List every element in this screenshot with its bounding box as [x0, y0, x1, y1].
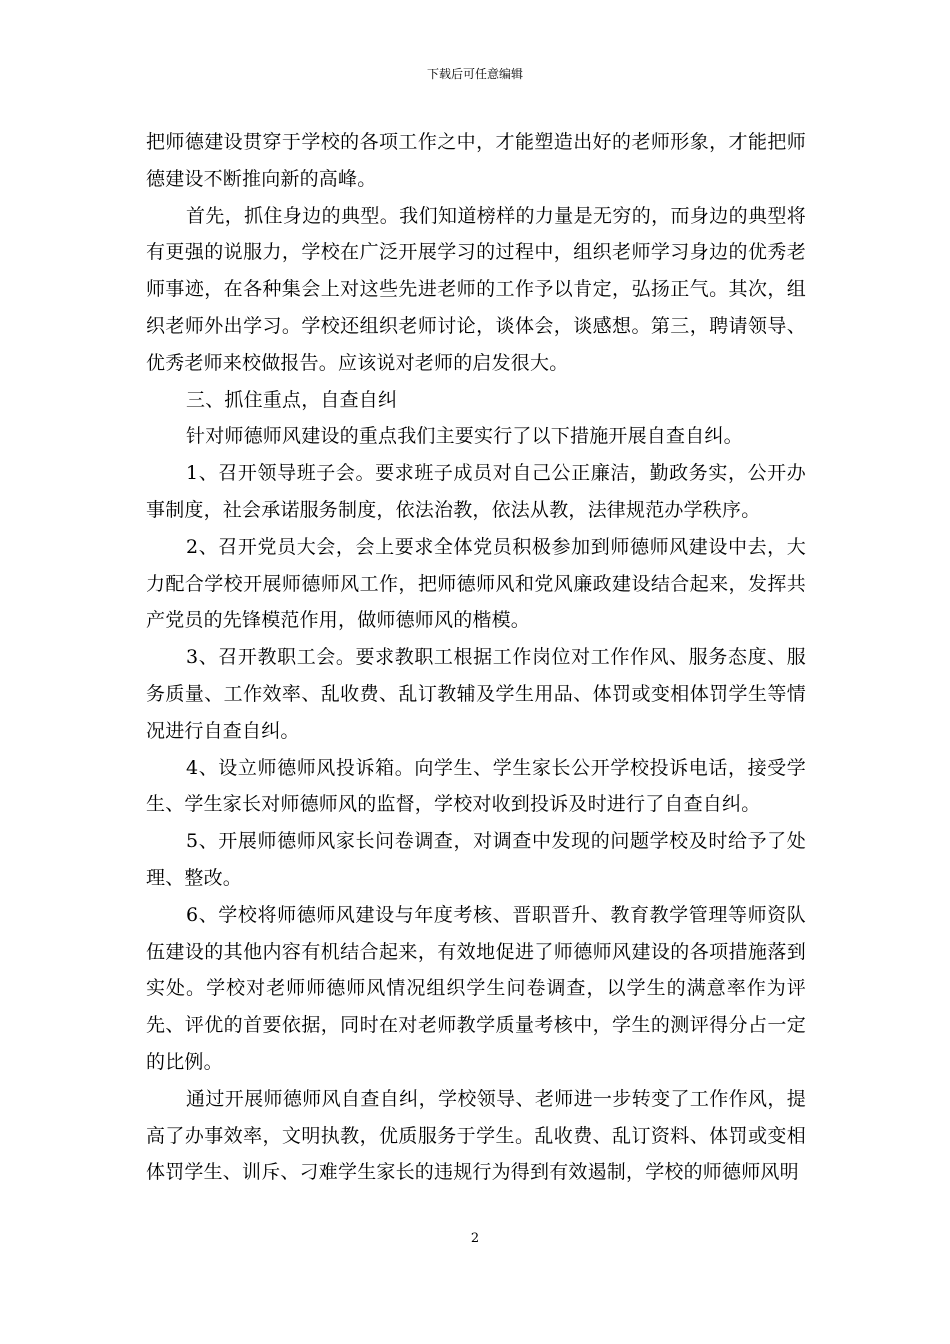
- page-number: 2: [470, 1231, 480, 1246]
- list-item-1: 1、召开领导班子会。要求班子成员对自己公正廉洁，勤政务实，公开办事制度，社会承诺服务制度，依法治教，依法从教，法律规范办学秩序。: [146, 462, 806, 521]
- list-item-2: 2、召开党员大会，会上要求全体党员积极参加到师德师风建设中去，大力配合学校开展师德师风工作，把师德师风和党风廉政建设结合起来，发挥共产党员的先锋模范作用，做师德师风的楷模。: [146, 535, 806, 632]
- list-item-4: 4、设立师德师风投诉箱。向学生、学生家长公开学校投诉电话，接受学生、学生家长对师德师风的监督，学校对收到投诉及时进行了自查自纠。: [146, 756, 806, 816]
- page-header-note: 下载后可任意编辑: [426, 67, 523, 81]
- list-item-6: 6、学校将师德师风建设与年度考核、晋职晋升、教育教学管理等师资队伍建设的其他内容有机结合起来，有效地促进了师德师风建设的各项措施落到实处。学校对老师师德师风情况组织学生问卷调查，以学生的满意率作为评先、评优的首要依据，同时在对老师教学质量考核中，学生的测评得分占一定的比例。: [146, 903, 806, 1073]
- paragraph-2: 首先，抓住身边的典型。我们知道榜样的力量是无穷的，而身边的典型将有更强的说服力，学校在广泛开展学习的过程中，组织老师学习身边的优秀老师事迹，在各种集会上对这些先进老师的工作予以肯定，弘扬正气。其次，组织老师外出学习。学校还组织老师讨论，谈体会，谈感想。第三，聘请领导、优秀老师来校做报告。应该说对老师的启发很大。: [146, 204, 806, 374]
- list-item-3: 3、召开教职工会。要求教职工根据工作岗位对工作作风、服务态度、服务质量、工作效率、乱收费、乱订教辅及学生用品、体罚或变相体罚学生等情况进行自查自纠。: [146, 646, 806, 742]
- paragraph-conclusion: 通过开展师德师风自查自纠，学校领导、老师进一步转变了工作作风，提高了办事效率，文明执教，优质服务于学生。乱收费、乱订资料、体罚或变相体罚学生、训斥、刁难学生家长的违规行为得到有效遏制，学校的师德师风明: [146, 1087, 806, 1184]
- document-body: [146, 124, 806, 1191]
- list-item-5: 5、开展师德师风家长问卷调查，对调查中发现的问题学校及时给予了处理、整改。: [146, 830, 806, 889]
- paragraph-4: 针对师德师风建设的重点我们主要实行了以下措施开展自查自纠。: [186, 425, 743, 448]
- paragraph-1: 把师德建设贯穿于学校的各项工作之中，才能塑造出好的老师形象，才能把师德建设不断推向新的高峰。: [146, 131, 806, 190]
- section-heading-3: 三、抓住重点，自查自纠: [186, 388, 398, 411]
